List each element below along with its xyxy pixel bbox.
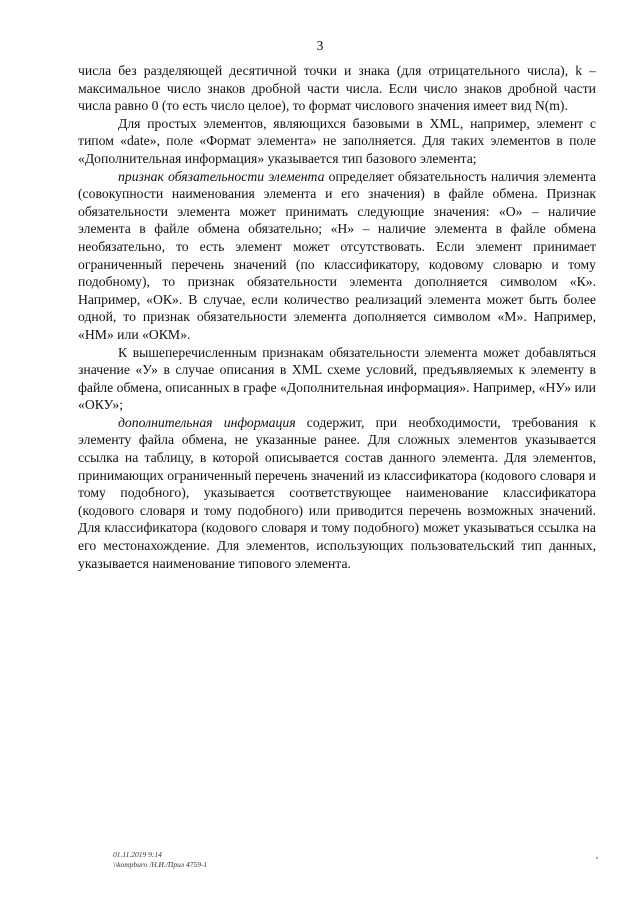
term-mandatory-flag: признак обязательности элемента bbox=[118, 168, 325, 184]
paragraph-mandatory-flag bbox=[78, 168, 596, 344]
paragraph-text: Для простых элементов, являющихся базовыми в XML, например, элемент с типом «date», поле «Формат элемента» не заполняется. Для таких элементов в поле «Дополнительная информация» указывается тип базового элемента; bbox=[78, 115, 596, 166]
paragraph-text: К вышеперечисленным признакам обязательности элемента может добавляться значение «У» в случае описания в XML схеме условий, предъявляемых к элементу в файле обмена, описанных в графе «Дополнительная информация». Например, «НУ» или «ОКУ»; bbox=[78, 344, 596, 413]
paragraph-additional-info bbox=[78, 414, 596, 572]
footer-timestamp: 01.11.2019 9:14 bbox=[113, 850, 162, 859]
paragraph-number-format-continuation bbox=[78, 62, 596, 115]
scan-artifact-dot bbox=[596, 857, 598, 859]
paragraph-condition-flag bbox=[78, 344, 596, 414]
paragraph-text: содержит, при необходимости, требования к элементу файла обмена, не указанные ранее. Для сложных элементов указывается ссылка на таблицу, в которой описывается состав данного элемента. Для элементов, принимающих ограниченный перечень значений из классификатора (кодового словаря и тому подобного), указывается соответствующее наименование классификатора (кодового словаря и тому подобного) или приводится перечень возможных значений. Для классификатора (кодового словаря и тому подобного) может указываться ссылка на его местонахождение. Для элементов, использующих пользовательский тип данных, указывается наименование типового элемента. bbox=[78, 414, 597, 571]
paragraph-text: числа без разделяющей десятичной точки и знака (для отрицательного числа), k – максимальное число знаков дробной части числа. Если число знаков дробной части числа равно 0 (то есть число целое), то формат числового значения имеет вид N(m). bbox=[78, 63, 596, 114]
term-additional-info: дополнительная информация bbox=[118, 414, 296, 430]
document-body bbox=[78, 62, 596, 572]
paragraph-text: определяет обязательность наличия элемента (совокупности наименования элемента и его значения) в файле обмена. Признак обязательности элемента может принимать следующие значения: «О» – наличие элемента в файле обмена обязательно; «Н» – наличие элемента в файле обмена необязательно, то есть элемент может отсутствовать. Если элемент принимает ограниченный перечень значений (по классификатору, кодовому словарю и тому подобному), то признак обязательности элемента дополняется символом «К». Например, «ОК». В случае, если количество реализаций элемента может быть более одной, то признак обязательности элемента дополняется символом «М». Например, «НМ» или «ОКМ». bbox=[78, 168, 596, 342]
footer-file-path: \\kompburo /H.И./Прил 4759-1 bbox=[113, 860, 208, 869]
paragraph-simple-elements bbox=[78, 115, 596, 168]
page-number: 3 bbox=[316, 38, 324, 53]
document-footer bbox=[113, 850, 207, 870]
